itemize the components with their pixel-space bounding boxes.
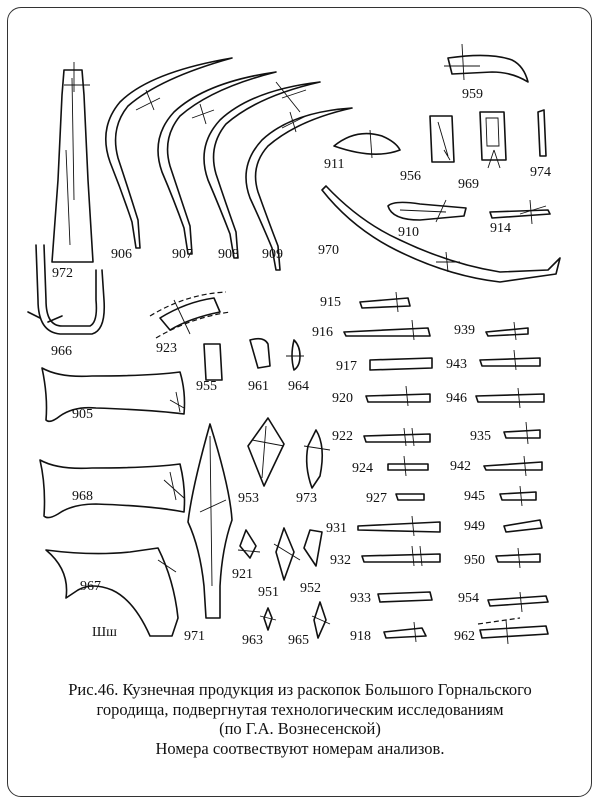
label-968: 968: [72, 489, 93, 504]
artifact-961: [250, 339, 270, 368]
figure-caption: [0, 680, 600, 758]
label-932: 932: [330, 553, 351, 568]
label-921: 921: [232, 567, 253, 582]
label-954: 954: [458, 591, 479, 606]
artifact-923: [150, 292, 230, 338]
label-974: 974: [530, 165, 551, 180]
label-935: 935: [470, 429, 491, 444]
artifact-953: [248, 418, 284, 486]
label-949: 949: [464, 519, 485, 534]
artifact-972: [52, 62, 93, 262]
artifact-905: [42, 368, 185, 421]
label-915: 915: [320, 295, 341, 310]
caption-line-1: Рис.46. Кузнечная продукция из раскопок Большого Горнальского: [68, 680, 532, 699]
label-905: 905: [72, 407, 93, 422]
label-965: 965: [288, 633, 309, 648]
label-973: 973: [296, 491, 317, 506]
artifact-952: [304, 530, 322, 566]
artifact-967: [46, 548, 178, 636]
label-953: 953: [238, 491, 259, 506]
label-931: 931: [326, 521, 347, 536]
artifact-921: [238, 530, 260, 558]
label-945: 945: [464, 489, 485, 504]
label-909: 909: [262, 247, 283, 262]
label-914: 914: [490, 221, 511, 236]
artifact-963: [260, 608, 276, 630]
label-920: 920: [332, 391, 353, 406]
label-946: 946: [446, 391, 467, 406]
label-952: 952: [300, 581, 321, 596]
label-907: 907: [172, 247, 193, 262]
label-906: 906: [111, 247, 132, 262]
caption-line-4: Номера соотвествуют номерам анализов.: [155, 738, 445, 758]
label-966: 966: [51, 344, 72, 359]
artifact-908: [204, 82, 320, 258]
artifact-956: [430, 116, 454, 162]
label-969: 969: [458, 177, 479, 192]
artifact-971: [188, 424, 232, 618]
label-910: 910: [398, 225, 419, 240]
label-911: 911: [324, 157, 345, 172]
label-943: 943: [446, 357, 467, 372]
label-972: 972: [52, 266, 73, 281]
label-964: 964: [288, 379, 309, 394]
artifact-951: [274, 528, 300, 580]
label-955: 955: [196, 379, 217, 394]
artifact-973: [304, 430, 330, 488]
number-labels: [51, 87, 551, 648]
artifact-969: [480, 112, 506, 168]
label-951: 951: [258, 585, 279, 600]
label-908: 908: [218, 247, 239, 262]
label-961: 961: [248, 379, 269, 394]
artifact-974: [538, 110, 546, 156]
artifact-965: [312, 602, 330, 638]
label-918: 918: [350, 629, 371, 644]
label-942: 942: [450, 459, 471, 474]
label-959: 959: [462, 87, 483, 102]
label-970: 970: [318, 243, 339, 258]
artifact-970: [322, 186, 560, 282]
label-916: 916: [312, 325, 333, 340]
label-963: 963: [242, 633, 263, 648]
label-967: 967: [80, 579, 101, 594]
artifact-955: [204, 344, 222, 380]
label-922: 922: [332, 429, 353, 444]
label-927: 927: [366, 491, 387, 506]
label-923: 923: [156, 341, 177, 356]
section-mark: Шш: [92, 625, 117, 640]
label-933: 933: [350, 591, 371, 606]
label-917: 917: [336, 359, 357, 374]
artifact-959: [444, 44, 528, 82]
artifact-911: [334, 130, 400, 158]
label-962: 962: [454, 629, 475, 644]
artifact-968: [40, 460, 185, 518]
artifact-964: [286, 340, 304, 370]
label-971: 971: [184, 629, 205, 644]
label-939: 939: [454, 323, 475, 338]
artifact-910: [388, 200, 466, 222]
caption-line-2: городища, подвергнутая технологическим исследованиям: [96, 699, 504, 719]
label-950: 950: [464, 553, 485, 568]
knife-column-right: [476, 322, 548, 644]
label-924: 924: [352, 461, 373, 476]
caption-line-3: (по Г.А. Вознесенской): [219, 719, 381, 738]
label-956: 956: [400, 169, 421, 184]
